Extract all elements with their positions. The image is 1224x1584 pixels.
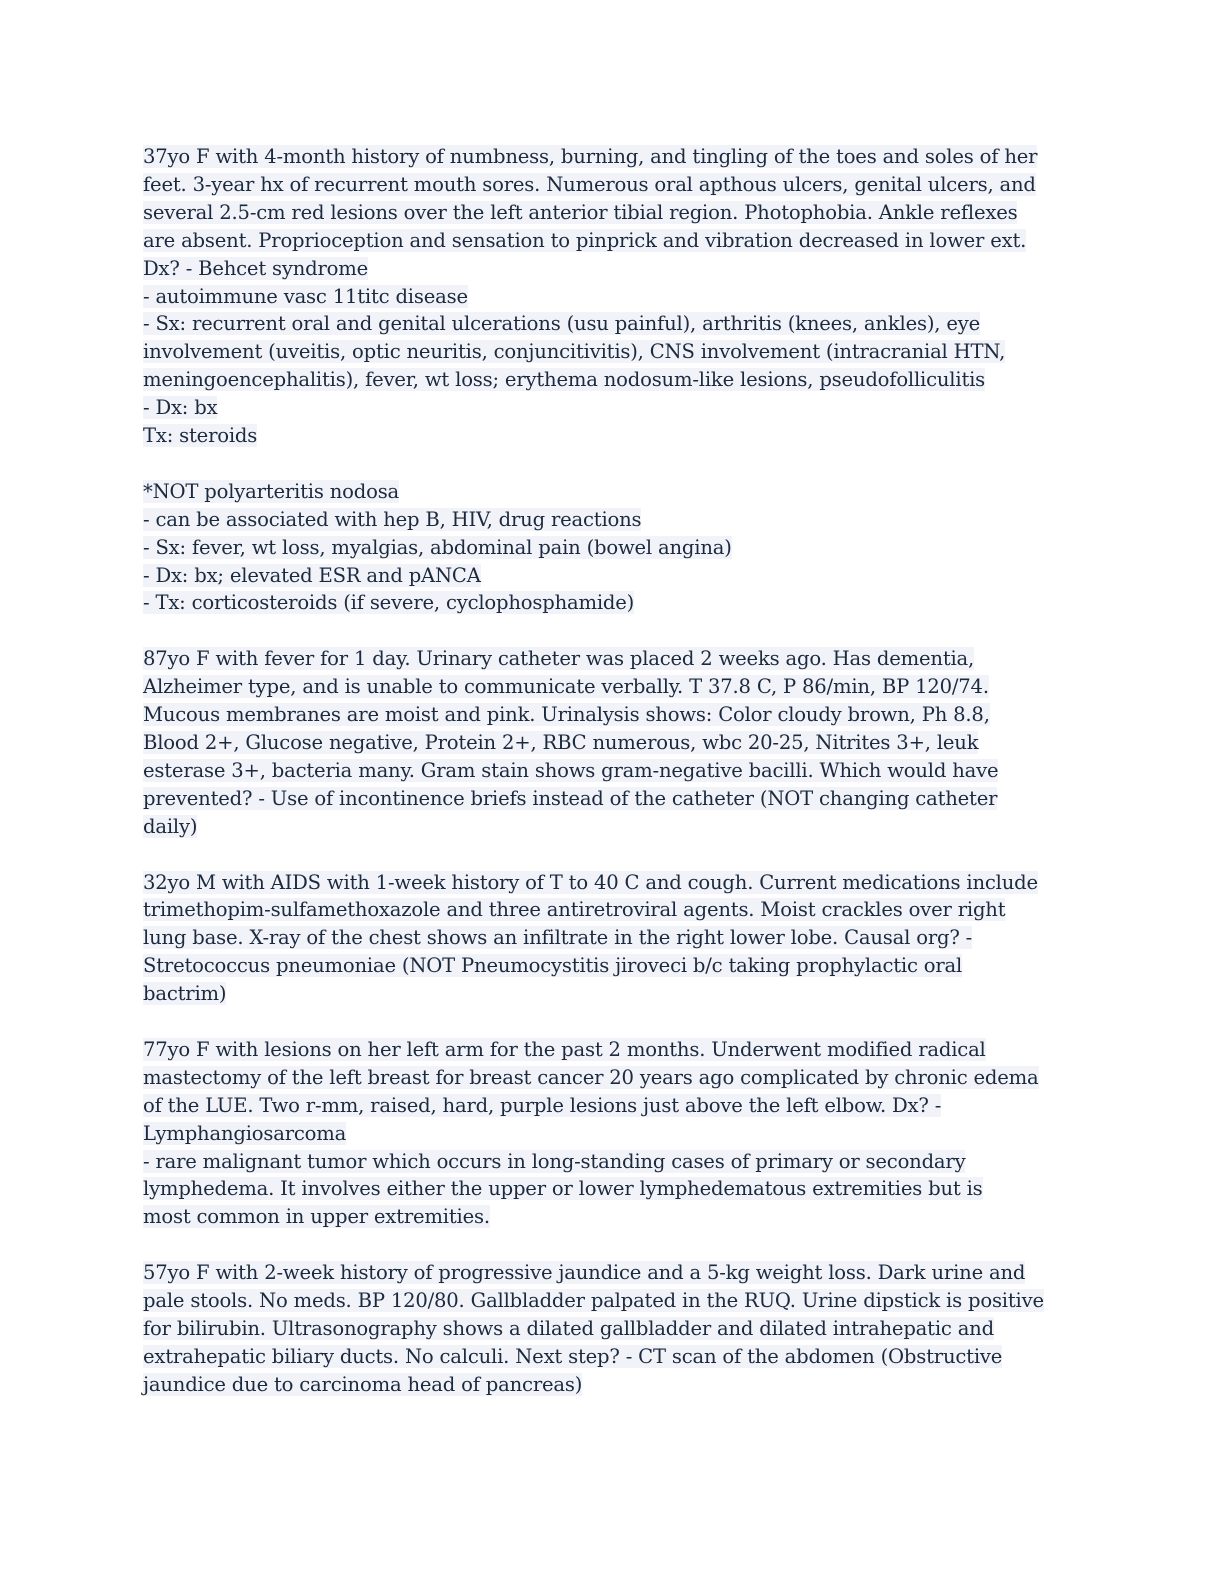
case-lymphangiosarcoma (143, 1036, 1078, 1231)
case-aids-pneumonia (143, 869, 1078, 1009)
text-line: feet. 3-year hx of recurrent mouth sores. Numerous oral apthous ulcers, genital ulcers, and (143, 172, 1036, 196)
text-line: - Dx: bx (143, 396, 218, 420)
text-line: Dx? - Behcet syndrome (143, 256, 369, 280)
text-line: Tx: steroids (143, 424, 258, 448)
text-line: bactrim) (143, 982, 227, 1006)
text-line: lymphedema. It involves either the upper or lower lymphedematous extremities but is (143, 1177, 983, 1201)
text-line: for bilirubin. Ultrasonography shows a dilated gallbladder and dilated intrahepatic and (143, 1316, 994, 1340)
text-line: involvement (uveitis, optic neuritis, conjuncitivitis), CNS involvement (intracranial HTN, (143, 340, 1006, 364)
text-line: - Dx: bx; elevated ESR and pANCA (143, 563, 481, 587)
text-line: Mucous membranes are moist and pink. Urinalysis shows: Color cloudy brown, Ph 8.8, (143, 703, 990, 727)
case-urinary-catheter (143, 645, 1078, 840)
text-line: - Sx: fever, wt loss, myalgias, abdominal pain (bowel angina) (143, 535, 732, 559)
document-page (143, 143, 1078, 1427)
text-line: pale stools. No meds. BP 120/80. Gallbladder palpated in the RUQ. Urine dipstick is positive (143, 1289, 1044, 1313)
text-line: - can be associated with hep B, HIV, drug reactions (143, 507, 642, 531)
text-line: - Tx: corticosteroids (if severe, cyclophosphamide) (143, 591, 635, 615)
text-line: 77yo F with lesions on her left arm for the past 2 months. Underwent modified radical (143, 1037, 986, 1061)
text-line: several 2.5-cm red lesions over the left anterior tibial region. Photophobia. Ankle reflexes (143, 200, 1018, 224)
text-line: - autoimmune vasc 11titc disease (143, 284, 468, 308)
text-line: Lymphangiosarcoma (143, 1121, 347, 1145)
text-line: most common in upper extremities. (143, 1205, 490, 1229)
text-line: - Sx: recurrent oral and genital ulcerations (usu painful), arthritis (knees, ankles), eye (143, 312, 980, 336)
text-line: Blood 2+, Glucose negative, Protein 2+, RBC numerous, wbc 20-25, Nitrites 3+, leuk (143, 731, 979, 754)
text-line: Stretococcus pneumoniae (NOT Pneumocystitis jiroveci b/c taking prophylactic oral (143, 954, 963, 978)
text-line: trimethopim-sulfamethoxazole and three antiretroviral agents. Moist crackles over right (143, 898, 1006, 922)
text-line: extrahepatic biliary ducts. No calculi. Next step? - CT scan of the abdomen (Obstructive (143, 1344, 1003, 1368)
text-line: mastectomy of the left breast for breast cancer 20 years ago complicated by chronic edema (143, 1065, 1039, 1089)
case-behcet (143, 143, 1078, 450)
text-line: - rare malignant tumor which occurs in long-standing cases of primary or secondary (143, 1149, 966, 1173)
text-line: of the LUE. Two r-mm, raised, hard, purple lesions just above the left elbow. Dx? - (143, 1093, 942, 1117)
text-line: meningoencephalitis), fever, wt loss; erythema nodosum-like lesions, pseudofolliculitis (143, 368, 986, 392)
text-line: 37yo F with 4-month history of numbness, burning, and tingling of the toes and soles of her (143, 145, 1038, 168)
text-line: prevented? - Use of incontinence briefs instead of the catheter (NOT changing catheter (143, 786, 998, 810)
text-line: are absent. Proprioception and sensation to pinprick and vibration decreased in lower ext. (143, 228, 1027, 252)
text-line: lung base. X-ray of the chest shows an infiltrate in the right lower lobe. Causal org? - (143, 926, 973, 950)
text-line: esterase 3+, bacteria many. Gram stain shows gram-negative bacilli. Which would have (143, 758, 999, 782)
text-line: *NOT polyarteritis nodosa (143, 479, 400, 503)
text-line: 32yo M with AIDS with 1-week history of T to 40 C and cough. Current medications include (143, 870, 1038, 894)
text-line: daily) (143, 814, 198, 838)
text-line: 57yo F with 2-week history of progressive jaundice and a 5-kg weight loss. Dark urine and (143, 1261, 1026, 1285)
note-polyarteritis-nodosa (143, 478, 1078, 618)
case-obstructive-jaundice (143, 1259, 1078, 1399)
text-line: Alzheimer type, and is unable to communicate verbally. T 37.8 C, P 86/min, BP 120/74. (143, 675, 989, 699)
text-line: jaundice due to carcinoma head of pancreas) (143, 1372, 583, 1396)
text-line: 87yo F with fever for 1 day. Urinary catheter was placed 2 weeks ago. Has dementia, (143, 647, 975, 671)
